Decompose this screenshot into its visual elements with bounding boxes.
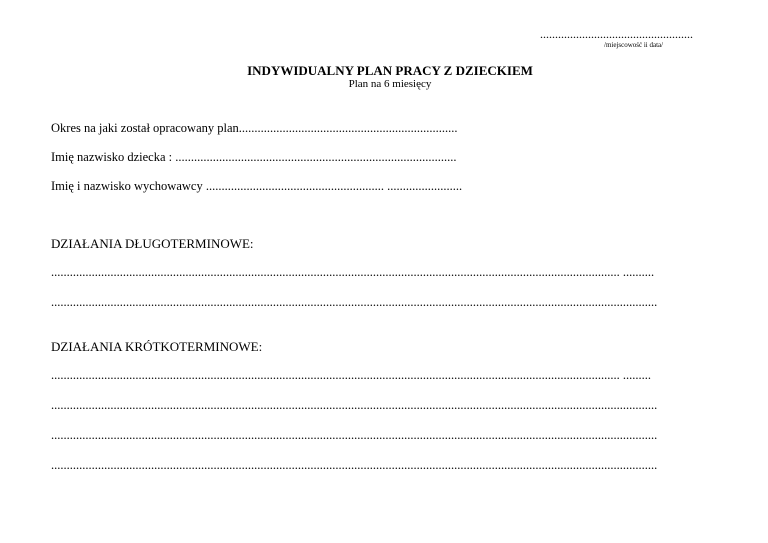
teacher-name-field: Imię i nazwisko wychowawcy ......................................................... ........................ <box>51 179 463 193</box>
child-name-field: Imię nazwisko dziecka : .......................................................................................... <box>51 150 457 164</box>
place-date-caption: /miejscowość ii data/ <box>604 41 664 49</box>
short-term-dotted-line: .................................................................................................................................................................................................. <box>51 398 658 412</box>
short-term-dotted-line: .................................................................................................................................................................................................. <box>51 458 658 472</box>
document-subtitle: Plan na 6 miesięcy <box>348 78 432 90</box>
short-term-dotted-line: ...................................................................................................................................................................................... ......... <box>51 368 651 382</box>
document-title: INDYWIDUALNY PLAN PRACY Z DZIECKIEM <box>247 63 533 78</box>
place-date-dotted-line: ................................................... <box>540 27 693 41</box>
long-term-dotted-line: .................................................................................................................................................................................................. <box>51 295 658 309</box>
long-term-dotted-line: ...................................................................................................................................................................................... .......... <box>51 265 655 279</box>
short-term-dotted-line: .................................................................................................................................................................................................. <box>51 428 658 442</box>
short-term-actions-heading: DZIAŁANIA KRÓTKOTERMINOWE: <box>51 339 263 354</box>
plan-period-field: Okres na jaki został opracowany plan...................................................................... <box>51 121 458 135</box>
long-term-actions-heading: DZIAŁANIA DŁUGOTERMINOWE: <box>51 236 254 251</box>
